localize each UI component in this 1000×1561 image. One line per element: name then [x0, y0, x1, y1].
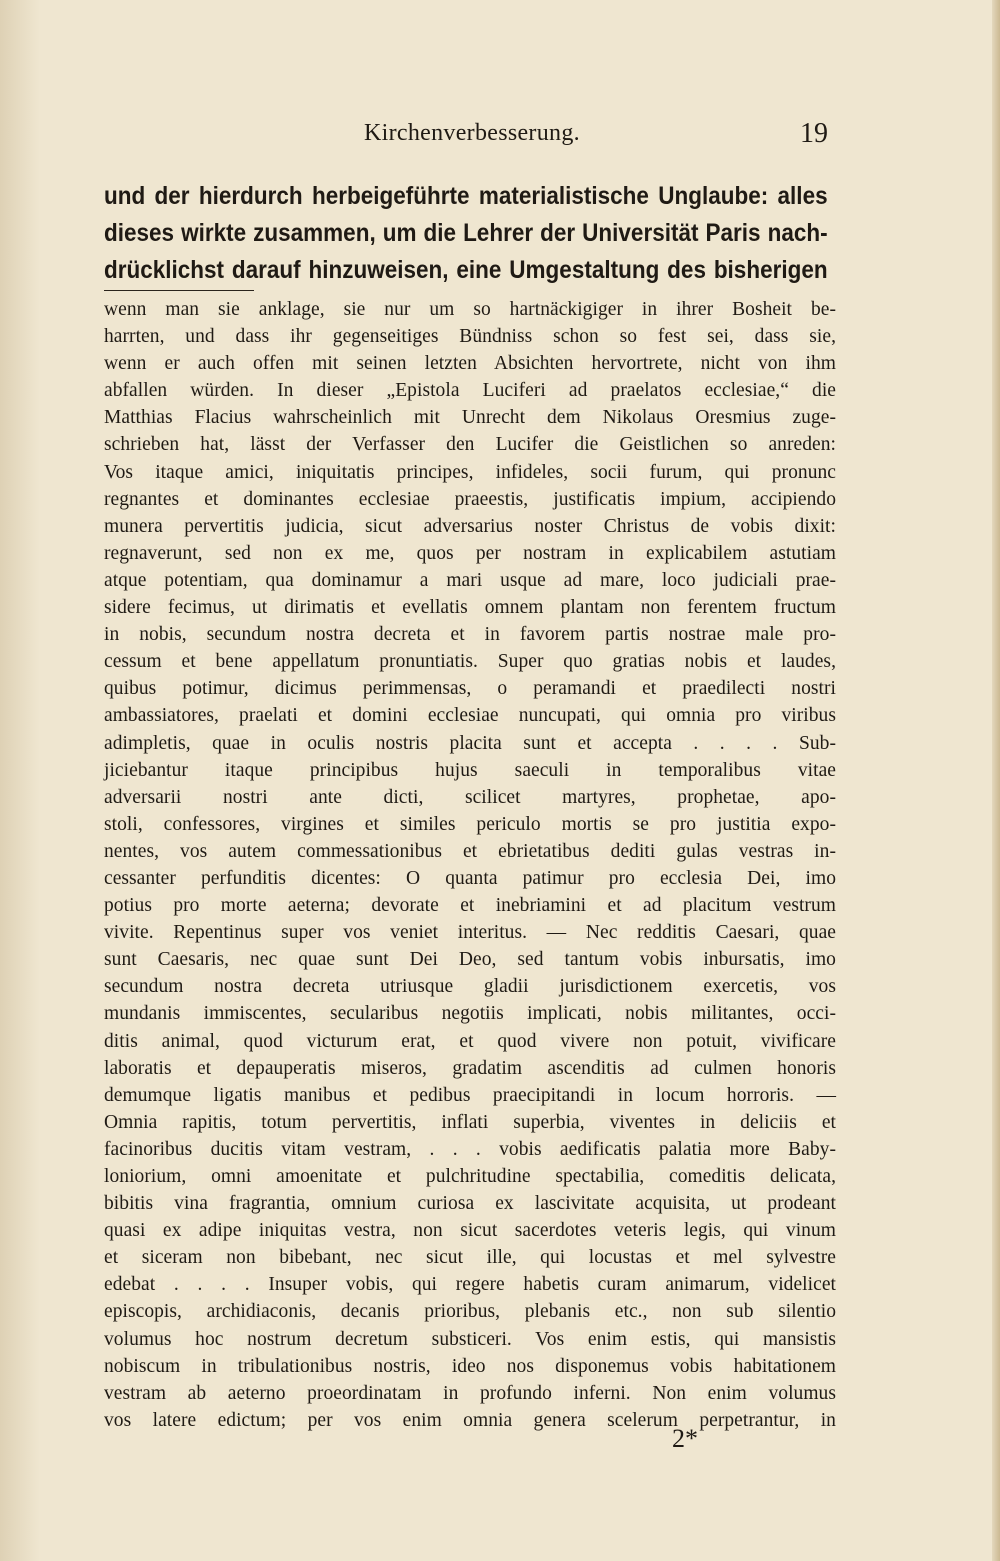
footnote-line: quibus potimur, dicimus perimmensas, o peramandi et praedilecti nostri: [104, 678, 836, 700]
footnote-line: mundanis immiscentes, secularibus negotiis implicati, nobis militantes, occi-: [104, 1003, 836, 1025]
footnote-line: adimpletis, quae in oculis nostris placita sunt et accepta . . . . Sub-: [104, 732, 836, 754]
footnote-line: quasi ex adipe iniquitas vestra, non sicut sacerdotes veteris legis, qui vinum: [104, 1220, 836, 1242]
footnote-line: harrten, und dass ihr gegenseitiges Bündniss schon so fest sei, dass sie,: [104, 326, 836, 348]
footnote-line: wenn er auch offen mit seinen letzten Absichten hervortrete, nicht von ihm: [104, 353, 836, 375]
running-head: [104, 120, 828, 154]
footnote-line: ditis animal, quod victurum erat, et quod vivere non potuit, vivificare: [104, 1030, 836, 1052]
page-edge: [992, 0, 1000, 1561]
page-left-shade: [0, 0, 40, 1561]
main-text-line: und der hierdurch herbeigeführte materialistische Unglaube: alles: [104, 182, 828, 210]
footnote-line: Vos itaque amici, iniquitatis principes, infideles, socii furum, qui pronunc: [104, 461, 836, 483]
footnote-line: regnaverunt, sed non ex me, quos per nostram in explicabilem astutiam: [104, 542, 836, 564]
footnote-line: Omnia rapitis, totum pervertitis, inflati superbia, viventes in deliciis et: [104, 1111, 836, 1133]
main-text-line: drücklichst darauf hinzuweisen, eine Umgestaltung des bisherigen: [104, 256, 828, 284]
footnote-line: bibitis vina fragrantia, omnium curiosa ex lascivitate acquisita, ut prodeant: [104, 1193, 836, 1215]
footnote-line: cessanter perfunditis dicentes: O quanta patimur pro ecclesia Dei, imo: [104, 867, 836, 889]
footnote-line: jiciebantur itaque principibus hujus saeculi in temporalibus vitae: [104, 759, 836, 781]
footnote-line: munera pervertitis judicia, sicut adversarius noster Christus de vobis dixit:: [104, 515, 836, 537]
signature-mark: 2*: [672, 1424, 698, 1453]
footnote-line: potius pro morte aeterna; devorate et inebriamini et ad placitum vestrum: [104, 895, 836, 917]
footnote-line: regnantes et dominantes ecclesiae praeestis, justificatis impium, accipiendo: [104, 488, 836, 510]
footnote-line: Matthias Flacius wahrscheinlich mit Unrecht dem Nikolaus Oresmius zuge-: [104, 407, 836, 429]
footnote-line: nobiscum in tribulationibus nostris, ideo nos disponemus vobis habitationem: [104, 1355, 836, 1377]
footnote-line: adversarii nostri ante dicti, scilicet martyres, prophetae, apo-: [104, 786, 836, 808]
footnote-line: et siceram non bibebant, nec sicut ille, qui locustas et mel sylvestre: [104, 1247, 836, 1269]
footnote-line: schrieben hat, lässt der Verfasser den Lucifer die Geistlichen so anreden:: [104, 434, 836, 456]
footnote-line: stoli, confessores, virgines et similes periculo mortis se pro justitia expo-: [104, 813, 836, 835]
footnote-line: volumus hoc nostrum decretum substiceri. Vos enim estis, qui mansistis: [104, 1328, 836, 1350]
running-title: Kirchenverbesserung.: [364, 120, 580, 146]
footnote: [104, 296, 836, 1434]
footnote-line: nentes, vos autem commessationibus et ebrietatibus dediti gulas vestras in-: [104, 840, 836, 862]
page-number: 19: [800, 118, 828, 149]
footnote-line: loniorium, omni amoenitate et pulchritudine spectabilia, comeditis delicata,: [104, 1166, 836, 1187]
main-text-line: dieses wirkte zusammen, um die Lehrer der Universität Paris nach-: [104, 219, 828, 247]
footnote-line: ambassiatores, praelati et domini ecclesiae nuncupati, qui omnia pro viribus: [104, 705, 836, 727]
footnote-line: vos latere edictum; per vos enim omnia genera scelerum perpetrantur, in: [104, 1409, 836, 1431]
footnote-line: edebat . . . . Insuper vobis, qui regere habetis curam animarum, videlicet: [104, 1274, 836, 1296]
footnote-line: secundum nostra decreta utriusque gladii jurisdictionem exercetis, vos: [104, 976, 836, 998]
footnote-rule: [104, 290, 254, 291]
footnote-line: abfallen würden. In dieser „Epistola Luciferi ad praelatos ecclesiae,“ die: [104, 380, 836, 402]
footnote-line: episcopis, archidiaconis, decanis prioribus, plebanis etc., non sub silentio: [104, 1301, 836, 1323]
footnote-line: atque potentiam, qua dominamur a mari usque ad mare, loco judiciali prae-: [104, 569, 836, 591]
footnote-line: in nobis, secundum nostra decreta et in favorem partis nostrae male pro-: [104, 624, 836, 646]
footnote-line: wenn man sie anklage, sie nur um so hartnäckigiger in ihrer Bosheit be-: [104, 299, 836, 320]
footnote-line: vestram ab aeterno proeordinatam in profundo inferni. Non enim volumus: [104, 1382, 836, 1404]
footnote-line: vivite. Repentinus super vos veniet interitus. — Nec redditis Caesari, quae: [104, 922, 836, 944]
main-text: [104, 178, 828, 289]
footnote-line: laboratis et depauperatis miseros, gradatim ascenditis ad culmen honoris: [104, 1057, 836, 1079]
footnote-line: facinoribus ducitis vitam vestram, . . . vobis aedificatis palatia more Baby-: [104, 1138, 836, 1160]
footnote-line: sunt Caesaris, nec quae sunt Dei Deo, sed tantum vobis inbursatis, imo: [104, 949, 836, 971]
footnote-line: cessum et bene appellatum pronuntiatis. Super quo gratias nobis et laudes,: [104, 651, 836, 673]
footnote-line: sidere fecimus, ut dirimatis et evellatis omnem plantam non ferentem fructum: [104, 597, 836, 619]
footnote-line: demumque ligatis manibus et pedibus praecipitandi in locum horroris. —: [104, 1084, 836, 1106]
